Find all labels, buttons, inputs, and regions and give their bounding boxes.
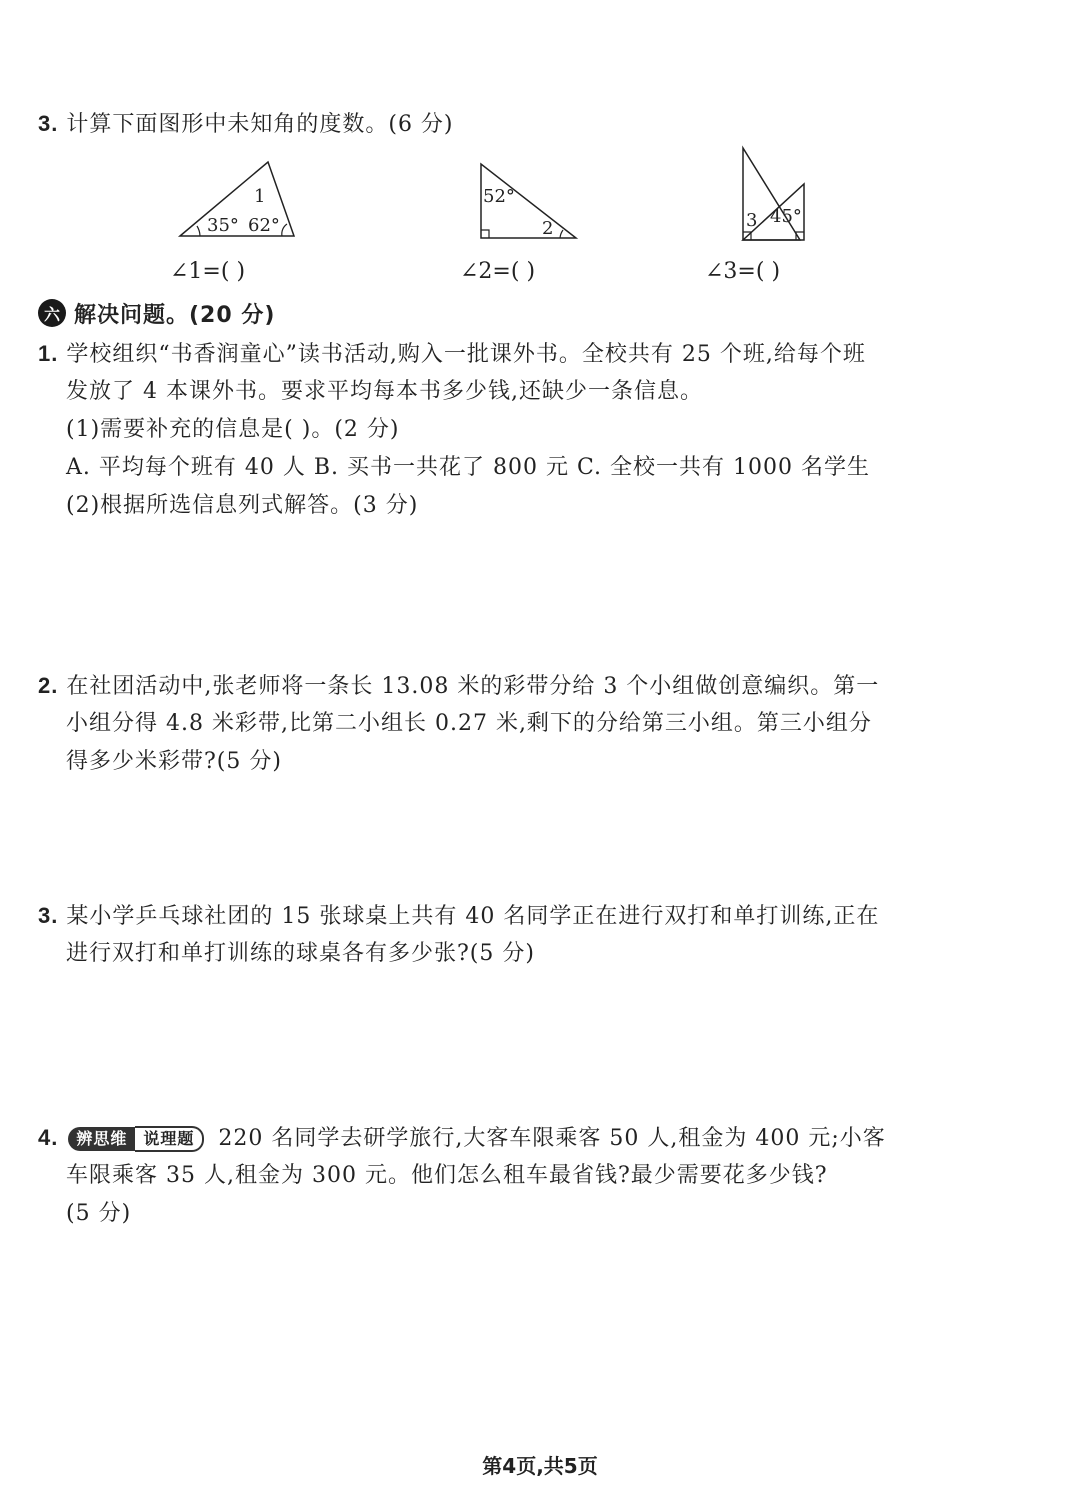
problem-2-line-1: 2. 在社团活动中,张老师将一条长 13.08 米的彩带分给 3 个小组做创意编织。第一 bbox=[38, 673, 880, 699]
problem-2-line-2: 小组分得 4.8 米彩带,比第二小组长 0.27 米,剩下的分给第三小组。第三小组分 bbox=[66, 711, 872, 736]
section-number-badge: 六 bbox=[38, 299, 66, 327]
page-footer: 第4页,共5页 bbox=[482, 1454, 598, 1478]
fig3-label: 3 bbox=[746, 210, 758, 231]
problem-1-sub-1: (1)需要补充的信息是( )。(2 分) bbox=[66, 417, 400, 442]
triangle-figure-2 bbox=[481, 164, 576, 239]
set-square-figure-3 bbox=[743, 148, 804, 240]
problem-2-line-3: 得多少米彩带?(5 分) bbox=[66, 749, 282, 774]
problem-1-options: A. 平均每个班有 40 人 B. 买书一共花了 800 元 C. 全校一共有 1000 名学生 bbox=[66, 455, 870, 480]
problem-4-line-2: 车限乘客 35 人,租金为 300 元。他们怎么租车最省钱?最少需要花多少钱? bbox=[66, 1163, 828, 1188]
problem-1-line-2: 发放了 4 本课外书。要求平均每本书多少钱,还缺少一条信息。 bbox=[66, 379, 703, 404]
section-header bbox=[38, 296, 275, 330]
problem-4-line-3: (5 分) bbox=[66, 1201, 132, 1226]
fig1-answer: ∠1=( ) bbox=[170, 259, 246, 284]
tag-shuo-li-ti: 说理题 bbox=[135, 1126, 204, 1152]
problem-3-line-1: 3. 某小学乒乓球社团的 15 张球桌上共有 40 名同学正在进行双打和单打训练,正在 bbox=[38, 903, 880, 929]
angle-figures bbox=[0, 140, 1080, 250]
fig1-label: 1 bbox=[254, 186, 266, 207]
problem-1-sub-2: (2)根据所选信息列式解答。(3 分) bbox=[66, 493, 419, 518]
triangle-figure-1 bbox=[180, 162, 294, 236]
fig1-angle-b: 62° bbox=[248, 215, 280, 236]
problem-3-line-2: 进行双打和单打训练的球桌各有多少张?(5 分) bbox=[66, 941, 535, 966]
problem-1-line-1: 1. 学校组织“书香润童心”读书活动,购入一批课外书。全校共有 25 个班,给每个班 bbox=[38, 341, 866, 367]
section-title: 解决问题。(20 分) bbox=[74, 302, 276, 328]
tag-bian-si-wei: 辨思维 bbox=[68, 1127, 135, 1151]
fig1-angle-a: 35° bbox=[207, 215, 239, 236]
problem-4-line-1: 4. 辨思维 说理题 220 名同学去研学旅行,大客车限乘客 50 人,租金为 400 元;小客 bbox=[38, 1125, 886, 1151]
fig2-label: 2 bbox=[542, 218, 554, 239]
fig2-answer: ∠2=( ) bbox=[460, 259, 536, 284]
problem-4-tag bbox=[68, 1126, 204, 1152]
question-3-geometry: 3. 计算下面图形中未知角的度数。(6 分) bbox=[38, 111, 454, 137]
fig2-angle-a: 52° bbox=[483, 186, 515, 207]
fig3-answer: ∠3=( ) bbox=[705, 259, 781, 284]
fig3-angle-a: 45° bbox=[770, 206, 802, 227]
